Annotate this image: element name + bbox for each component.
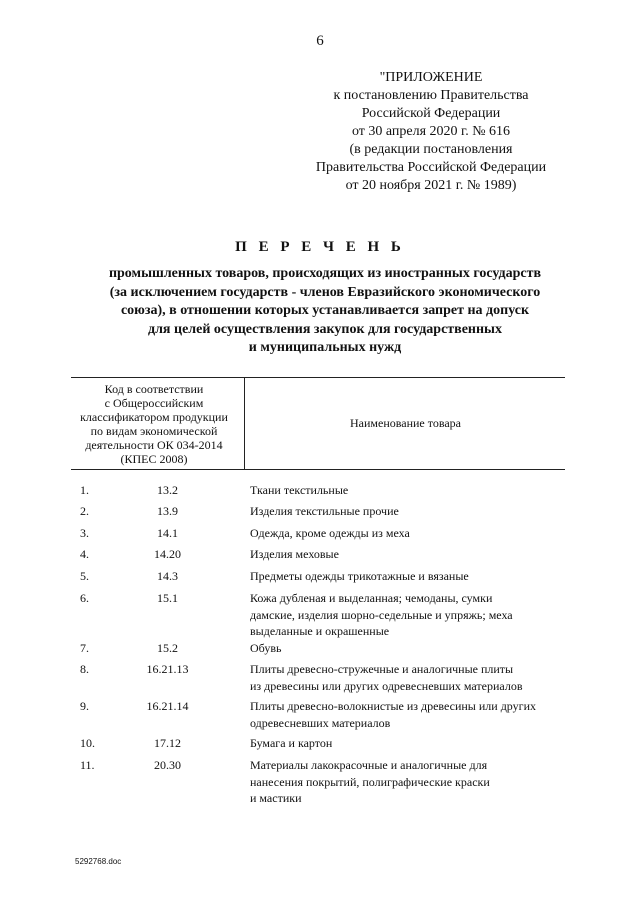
row-name-line: одревесневших материалов [250,715,391,730]
row-number: 8. [80,662,89,676]
appendix-line: Российской Федерации [361,106,501,121]
row-name-line: Изделия меховые [250,547,339,561]
row-name [250,661,565,694]
row-name-line: Бумага и картон [250,736,333,750]
table-header-bottom-rule [71,469,565,470]
row-name-line: Обувь [250,641,282,655]
row-code: 13.2 [157,483,178,497]
row-code: 16.21.13 [146,662,189,676]
row-name-line: из древесины или других одревесневших материалов [250,678,523,693]
row-number: 3. [80,526,89,540]
row-number: 10. [80,736,95,750]
row-name-line: дамские, изделия шорно-седельные и упряжь; меха [250,607,513,622]
row-name [250,503,565,520]
subtitle-line: союза), в отношении которых устанавливается запрет на допуск [120,303,530,318]
row-name [250,698,565,731]
row-name [250,590,565,640]
row-number: 6. [80,591,89,605]
row-name-line: и мастики [250,791,302,805]
appendix-line: к постановлению Правительства [333,88,529,103]
table-header-name: Наименование товара [349,416,461,430]
row-code: 15.2 [157,641,178,655]
table-header-divider [244,377,245,469]
row-number: 2. [80,504,89,518]
row-name-line: нанесения покрытий, полиграфические краски [250,774,490,789]
row-code: 13.9 [157,504,178,518]
subtitle-line: промышленных товаров, происходящих из иностранных государств [108,266,542,281]
row-code: 14.3 [157,569,178,583]
row-number: 11. [80,758,95,772]
header-code-line: (КПЕС 2008) [120,452,188,466]
row-name-line: Предметы одежды трикотажные и вязаные [250,569,469,583]
page-number: 6 [316,33,324,49]
header-code-line: по видам экономической [90,424,218,438]
row-name [250,568,565,585]
row-code: 17.12 [154,736,181,750]
row-name [250,735,565,752]
row-code: 14.20 [154,547,181,561]
row-name-line: Материалы лакокрасочные и аналогичные для [250,758,488,772]
row-number: 1. [80,483,89,497]
subtitle-line: (за исключением государств - членов Евразийского экономического [109,284,541,300]
appendix-line: от 20 ноября 2021 г. № 1989) [345,178,517,193]
row-name-line: Плиты древесно-волокнистые из древесины или других [250,699,536,713]
row-code: 16.21.14 [146,699,189,713]
row-number: 7. [80,641,89,655]
row-name [250,546,565,563]
row-number: 5. [80,569,89,583]
appendix-line: Правительства Российской Федерации [315,160,547,175]
appendix-line: от 30 апреля 2020 г. № 616 [351,124,511,139]
row-name [250,482,565,499]
row-name-line: Ткани текстильные [250,483,349,497]
footer-doc-id: 5292768.doc [75,857,122,866]
header-code-line: Код в соответствии [104,382,204,396]
table-header-code [66,382,242,466]
row-name-line: выделанные и окрашенные [250,624,390,638]
subtitle-line: для целей осуществления закупок для государственных [148,321,502,337]
document-title: П Е Р Е Ч Е Н Ь [235,239,405,255]
header-code-line: с Общероссийским [104,396,204,410]
row-code: 20.30 [154,758,181,772]
table-top-rule [71,377,565,378]
row-name-line: Изделия текстильные прочие [250,504,399,518]
subtitle-line: и муниципальных нужд [248,340,402,355]
header-code-line: классификатором продукции [80,410,228,424]
document-subtitle [75,265,575,358]
row-code: 14.1 [157,526,178,540]
appendix-block [300,69,562,195]
row-name-line: Одежда, кроме одежды из меха [250,526,410,540]
row-name-line: Плиты древесно-стружечные и аналогичные плиты [250,662,514,676]
header-code-line: деятельности ОК 034-2014 [85,438,223,452]
row-name [250,525,565,542]
row-code: 15.1 [157,591,178,605]
appendix-line: (в редакции постановления [349,142,513,157]
row-number: 9. [80,699,89,713]
appendix-line: "ПРИЛОЖЕНИЕ [379,70,483,85]
row-name-line: Кожа дубленая и выделанная; чемоданы, сумки [250,591,493,605]
row-number: 4. [80,547,89,561]
row-name [250,640,565,657]
row-name [250,757,565,807]
